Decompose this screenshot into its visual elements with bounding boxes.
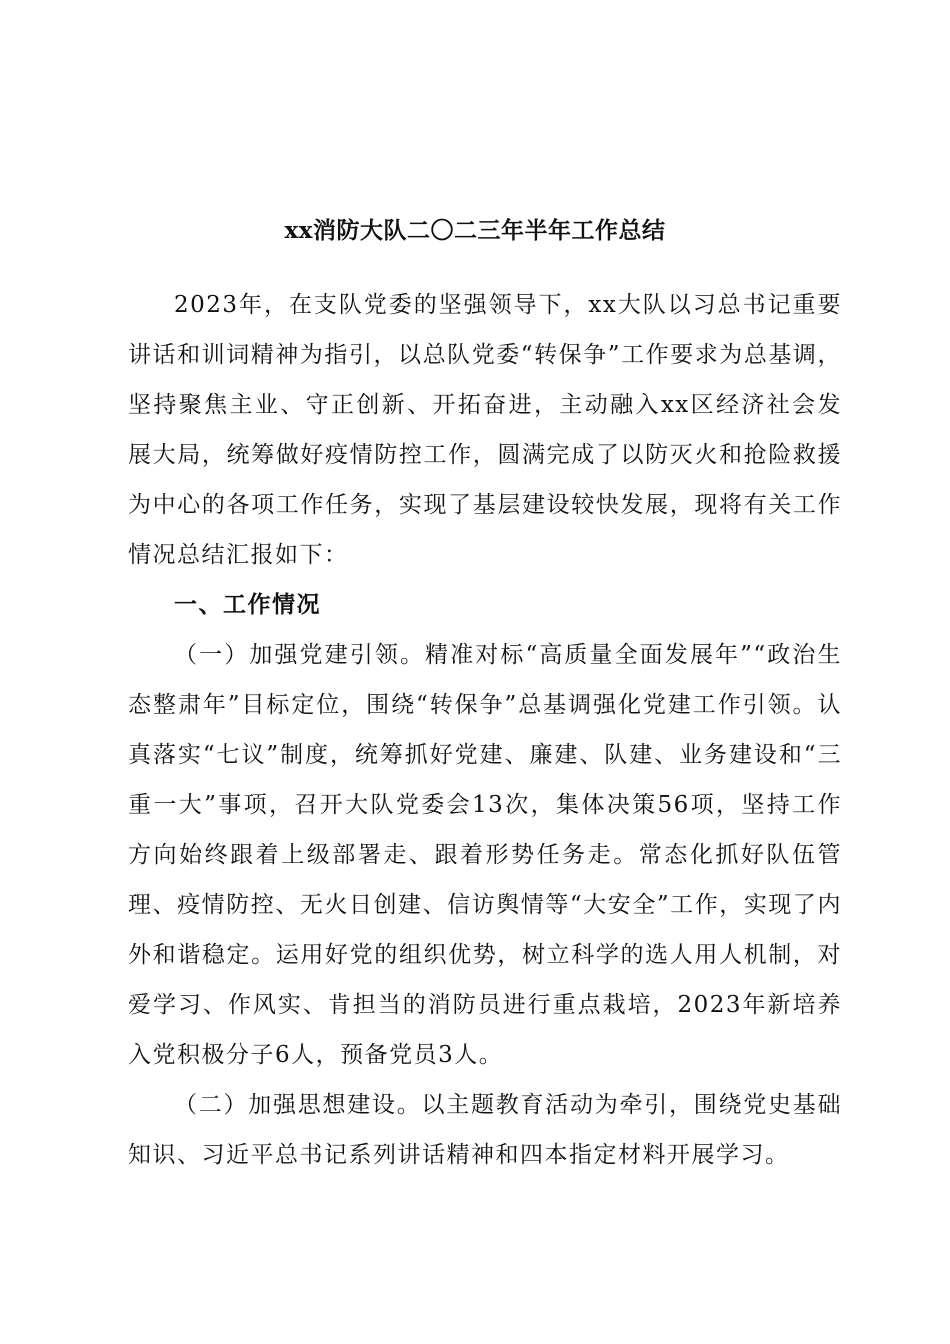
section-heading-work-status: 一、工作情况: [174, 591, 321, 618]
intro-paragraph: 2023年，在支队党委的坚强领导下，xx大队以习总书记重要讲话和训词精神为指引，以总队党委“转保争”工作要求为总基调，坚持聚焦主业、守正创新、开拓奋进，主动融入xx区经济社会发展大局，统筹做好疫情防控工作，圆满完成了以防灭火和抢险救援为中心的各项工作任务，实现了基层建设较快发展，现将有关工作情况总结汇报如下：: [128, 292, 842, 568]
document-title: xx消防大队二〇二三年半年工作总结: [284, 217, 666, 244]
paragraph-party-building: （一）加强党建引领。精准对标“高质量全面发展年”“政治生态整肃年”目标定位，围绕“转保争”总基调强化党建工作引领。认真落实“七议”制度，统筹抓好党建、廉建、队建、业务建设和“三重一大”事项，召开大队党委会13次，集体决策56项，坚持工作方向始终跟着上级部署走、跟着形势任务走。常态化抓好队伍管理、疫情防控、无火日创建、信访舆情等“大安全”工作，实现了内外和谐稳定。运用好党的组织优势，树立科学的选人用人机制，对爱学习、作风实、肯担当的消防员进行重点栽培，2023年新培养入党积极分子6人，预备党员3人。: [128, 642, 842, 1068]
paragraph-ideological-building: （二）加强思想建设。以主题教育活动为牵引，围绕党史基础知识、习近平总书记系列讲话精神和四本指定材料开展学习。: [128, 1092, 842, 1168]
